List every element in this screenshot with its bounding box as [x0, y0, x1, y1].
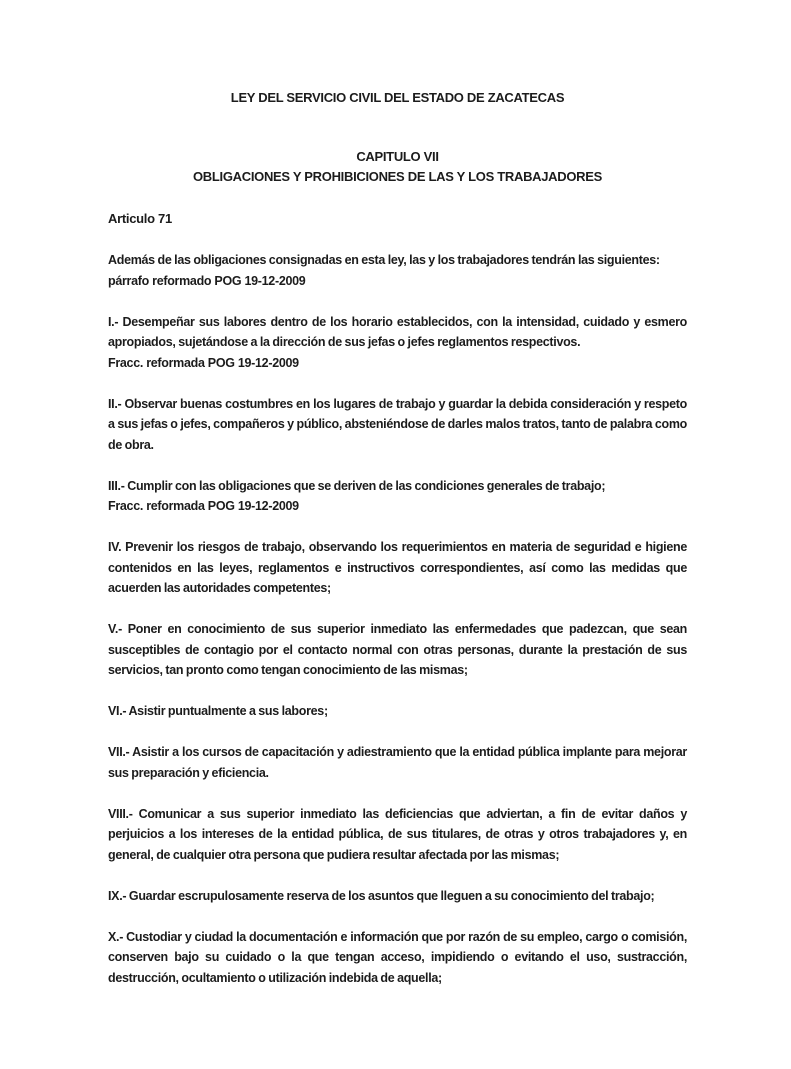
- paragraph: [108, 250, 687, 291]
- reform-note: Fracc. reformada POG 19-12-2009: [108, 499, 299, 513]
- paragraph: [108, 804, 687, 866]
- paragraph: [108, 886, 687, 907]
- chapter-heading: CAPITULO VII: [356, 148, 439, 164]
- paragraph-text: I.- Desempeñar sus labores dentro de los horario establecidos, con la intensidad, cuidado y esmero apropiados, sujetándose a la dirección de sus jefas o jefes reglamentos respectivos.: [108, 314, 687, 349]
- paragraph: [108, 742, 687, 783]
- paragraph-text: VII.- Asistir a los cursos de capacitación y adiestramiento que la entidad pública implante para mejorar sus preparación y eficiencia.: [108, 745, 687, 780]
- paragraph: [108, 927, 687, 989]
- paragraph: [108, 312, 687, 374]
- article-heading: Articulo 71: [108, 210, 172, 226]
- reform-note: párrafo reformado POG 19-12-2009: [108, 273, 306, 288]
- paragraph: [108, 701, 687, 722]
- paragraph-text: II.- Observar buenas costumbres en los lugares de trabajo y guardar la debida consideración y respeto a sus jefas o jefes, compañeros y público, absteniéndose de darles malos tratos, tanto de palabra como de obra.: [108, 396, 687, 452]
- document-body: [108, 250, 687, 988]
- paragraph-text: V.- Poner en conocimiento de sus superior inmediato las enfermedades que padezcan, que sean susceptibles de contagio por el contacto normal con otras personas, durante la prestación de sus servicios, tan pronto como tengan conocimiento de las mismas;: [108, 622, 687, 677]
- paragraph-text: IX.- Guardar escrupulosamente reserva de los asuntos que lleguen a su conocimiento del trabajo;: [108, 888, 655, 903]
- paragraph-text: VIII.- Comunicar a sus superior inmediato las deficiencias que adviertan, a fin de evitar daños y perjuicios a los intereses de la entidad pública, de sus titulares, de otras y otros trabajadores y, en general, de cualquier otra persona que pudiera resultar afectada por las mismas;: [108, 806, 687, 862]
- document-title: LEY DEL SERVICIO CIVIL DEL ESTADO DE ZACATECAS: [230, 90, 565, 105]
- chapter-subtitle: OBLIGACIONES Y PROHIBICIONES DE LAS Y LOS TRABAJADORES: [192, 169, 603, 184]
- paragraph-text: X.- Custodiar y ciudad la documentación e información que por razón de su empleo, cargo o comisión, conserven bajo su cuidado o la que tengan acceso, impidiendo o evitando el uso, sustracción, destrucción, ocultamiento o utilización indebida de aquella;: [108, 929, 687, 985]
- paragraph-text: IV. Prevenir los riesgos de trabajo, observando los requerimientos en materia de seguridad e higiene contenidos en las leyes, reglamentos e instructivos correspondientes, así como las medidas que acuerden las autoridades competentes;: [108, 540, 687, 595]
- paragraph-text: Además de las obligaciones consignadas en esta ley, las y los trabajadores tendrán las siguientes:: [108, 253, 660, 267]
- paragraph: [108, 394, 687, 456]
- reform-note: Fracc. reformada POG 19-12-2009: [108, 355, 299, 370]
- paragraph: [108, 537, 687, 599]
- chapter-block: [108, 147, 687, 188]
- paragraph-text: VI.- Asistir puntualmente a sus labores;: [108, 704, 328, 718]
- paragraph-text: III.- Cumplir con las obligaciones que se deriven de las condiciones generales de trabajo;: [108, 478, 606, 493]
- paragraph: [108, 619, 687, 681]
- paragraph: [108, 476, 687, 517]
